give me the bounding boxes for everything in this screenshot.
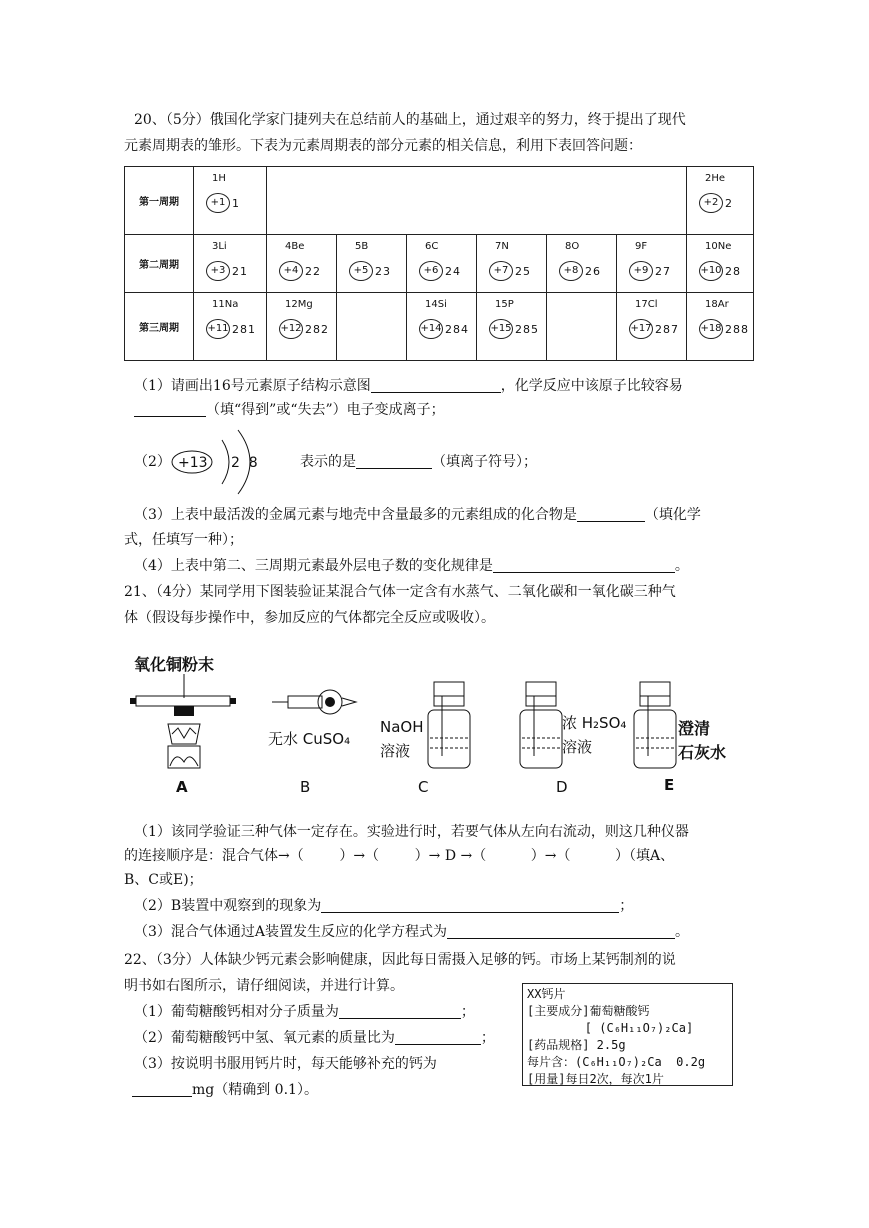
element-cell-empty (337, 293, 407, 361)
answer-blank[interactable] (371, 376, 501, 393)
answer-blank[interactable] (447, 922, 675, 939)
element-cell: 10Ne +10 28 (687, 235, 754, 293)
q22-part1: （1）葡萄糖酸钙相对分子质量为 ； (134, 1004, 475, 1020)
calcium-tablet-label-box (522, 983, 733, 1086)
answer-blank[interactable] (339, 1002, 461, 1019)
box-line: XX钙片 (527, 987, 566, 1001)
apparatus-e (626, 676, 686, 772)
element-cell: 15P +15 285 (477, 293, 547, 361)
q20-part4: （4）上表中第二、三周期元素最外层电子数的变化规律是 。 (134, 558, 689, 574)
answer-blank[interactable] (321, 896, 619, 913)
answer-blank[interactable] (395, 1028, 481, 1045)
element-cell-empty (547, 293, 617, 361)
label-c: C (418, 778, 429, 796)
q20-part3-cont: 式，任填写一种）； (124, 532, 243, 548)
element-cell: 11Na +11 281 (194, 293, 267, 361)
q21-part1: （1）该同学验证三种气体一定存在。实验进行时，若要气体从左向右流动，则这几种仪器 (134, 824, 689, 840)
label-conc-h2so4: 浓 H₂SO₄ (562, 714, 627, 732)
answer-blank[interactable] (493, 556, 675, 573)
answer-blank[interactable] (132, 1080, 192, 1097)
box-line: [ (C₆H₁₁O₇)₂Ca] (527, 1021, 694, 1035)
label-naoh-solution: 溶液 (380, 742, 411, 760)
q21-intro-line1: 21、（4分）某同学用下图装验证某混合气体一定含有水蒸气、二氧化碳和一氧化碳三种气 (124, 584, 676, 600)
label-copper-oxide: 氧化铜粉末 (134, 655, 215, 674)
answer-blank[interactable] (134, 400, 206, 417)
element-cell: 5B +5 23 (337, 235, 407, 293)
periodic-table (124, 166, 754, 361)
element-cell: 4Be +4 22 (267, 235, 337, 293)
apparatus-c (420, 676, 480, 772)
apparatus-b (272, 686, 362, 720)
label-limewater-2: 石灰水 (678, 743, 727, 762)
element-cell: 12Mg +12 282 (267, 293, 337, 361)
label-a: A (176, 778, 188, 796)
q21-part3: （3）混合气体通过A装置发生反应的化学方程式为 。 (134, 924, 690, 940)
element-cell: 3Li +3 21 (194, 235, 267, 293)
element-cell: 9F +9 27 (617, 235, 687, 293)
ion-shells: 2 8 (231, 455, 258, 471)
q21-part1-order: 的连接顺序是：混合气体→（ ）→（ ）→ D →（ ）→（ ）（填A、 (124, 848, 675, 864)
q20-part1-cont: （填“得到”或“失去”）电子变成离子； (134, 400, 445, 420)
q20-part1: （1）请画出16号元素原子结构示意图 ，化学反应中该原子比较容易 (134, 378, 683, 394)
ion-nucleus: +13 (178, 455, 208, 471)
apparatus-a (130, 674, 240, 774)
box-line: [主要成分]葡萄糖酸钙 (527, 1004, 650, 1018)
q22-intro-line1: 22、（3分）人体缺少钙元素会影响健康，因此每日需摄入足够的钙。市场上某钙制剂的说 (124, 952, 676, 968)
q20-part3: （3）上表中最活泼的金属元素与地壳中含量最多的元素组成的化合物是 （填化学 (134, 507, 701, 523)
label-b: B (300, 778, 311, 796)
element-cell: 14Si +14 284 (407, 293, 477, 361)
empty-span (267, 167, 687, 235)
element-cell: 6C +6 24 (407, 235, 477, 293)
q21-part2: （2）B装置中观察到的现象为 ； (134, 898, 634, 914)
label-anhydrous-cuso4: 无水 CuSO₄ (268, 730, 351, 748)
q21-intro-line2: 体（假设每步操作中，参加反应的气体都完全反应或吸收）。 (124, 610, 495, 626)
q20-intro-line1: 20、（5分）俄国化学家门捷列夫在总结前人的基础上，通过艰辛的努力，终于提出了现代 (134, 112, 686, 128)
q22-part2: （2）葡萄糖酸钙中氢、氧元素的质量比为 ； (134, 1030, 495, 1046)
element-cell-he: 2He +2 2 (687, 167, 754, 235)
element-cell: 8O +8 26 (547, 235, 617, 293)
q20-part2-text: 表示的是 （填离子符号）； (300, 454, 537, 470)
q22-intro-line2: 明书如右图所示，请仔细阅读，并进行计算。 (124, 978, 404, 994)
element-cell: 17Cl +17 287 (617, 293, 687, 361)
box-line: [药品规格] 2.5g (527, 1038, 626, 1052)
label-limewater-1: 澄清 (678, 719, 711, 738)
q20-intro-line2: 元素周期表的雏形。下表为元素周期表的部分元素的相关信息，利用下表回答问题： (124, 138, 642, 154)
q20-part2: （2） (134, 454, 171, 470)
element-cell-h: 1H +1 1 (194, 167, 267, 235)
element-cell: 18Ar +18 288 (687, 293, 754, 361)
box-line: [用量]每日2次，每次1片 (527, 1072, 664, 1086)
box-line: 每片含：(C₆H₁₁O₇)₂Ca 0.2g (527, 1055, 706, 1069)
label-naoh: NaOH (380, 718, 424, 736)
label-d: D (556, 778, 568, 796)
row-label-period1: 第一周期 (125, 167, 194, 235)
q21-part1-cont: B、C或E)； (124, 872, 203, 888)
answer-blank[interactable] (577, 505, 645, 522)
label-e: E (664, 776, 675, 794)
label-h2so4-solution: 溶液 (562, 738, 593, 756)
q22-part3: （3）按说明书服用钙片时，每天能够补充的钙为 (134, 1056, 437, 1072)
q22-part3-cont: mg（精确到 0.1）。 (132, 1080, 318, 1100)
answer-blank[interactable] (356, 452, 432, 469)
element-cell: 7N +7 25 (477, 235, 547, 293)
row-label-period2: 第二周期 (125, 235, 194, 293)
row-label-period3: 第三周期 (125, 293, 194, 361)
